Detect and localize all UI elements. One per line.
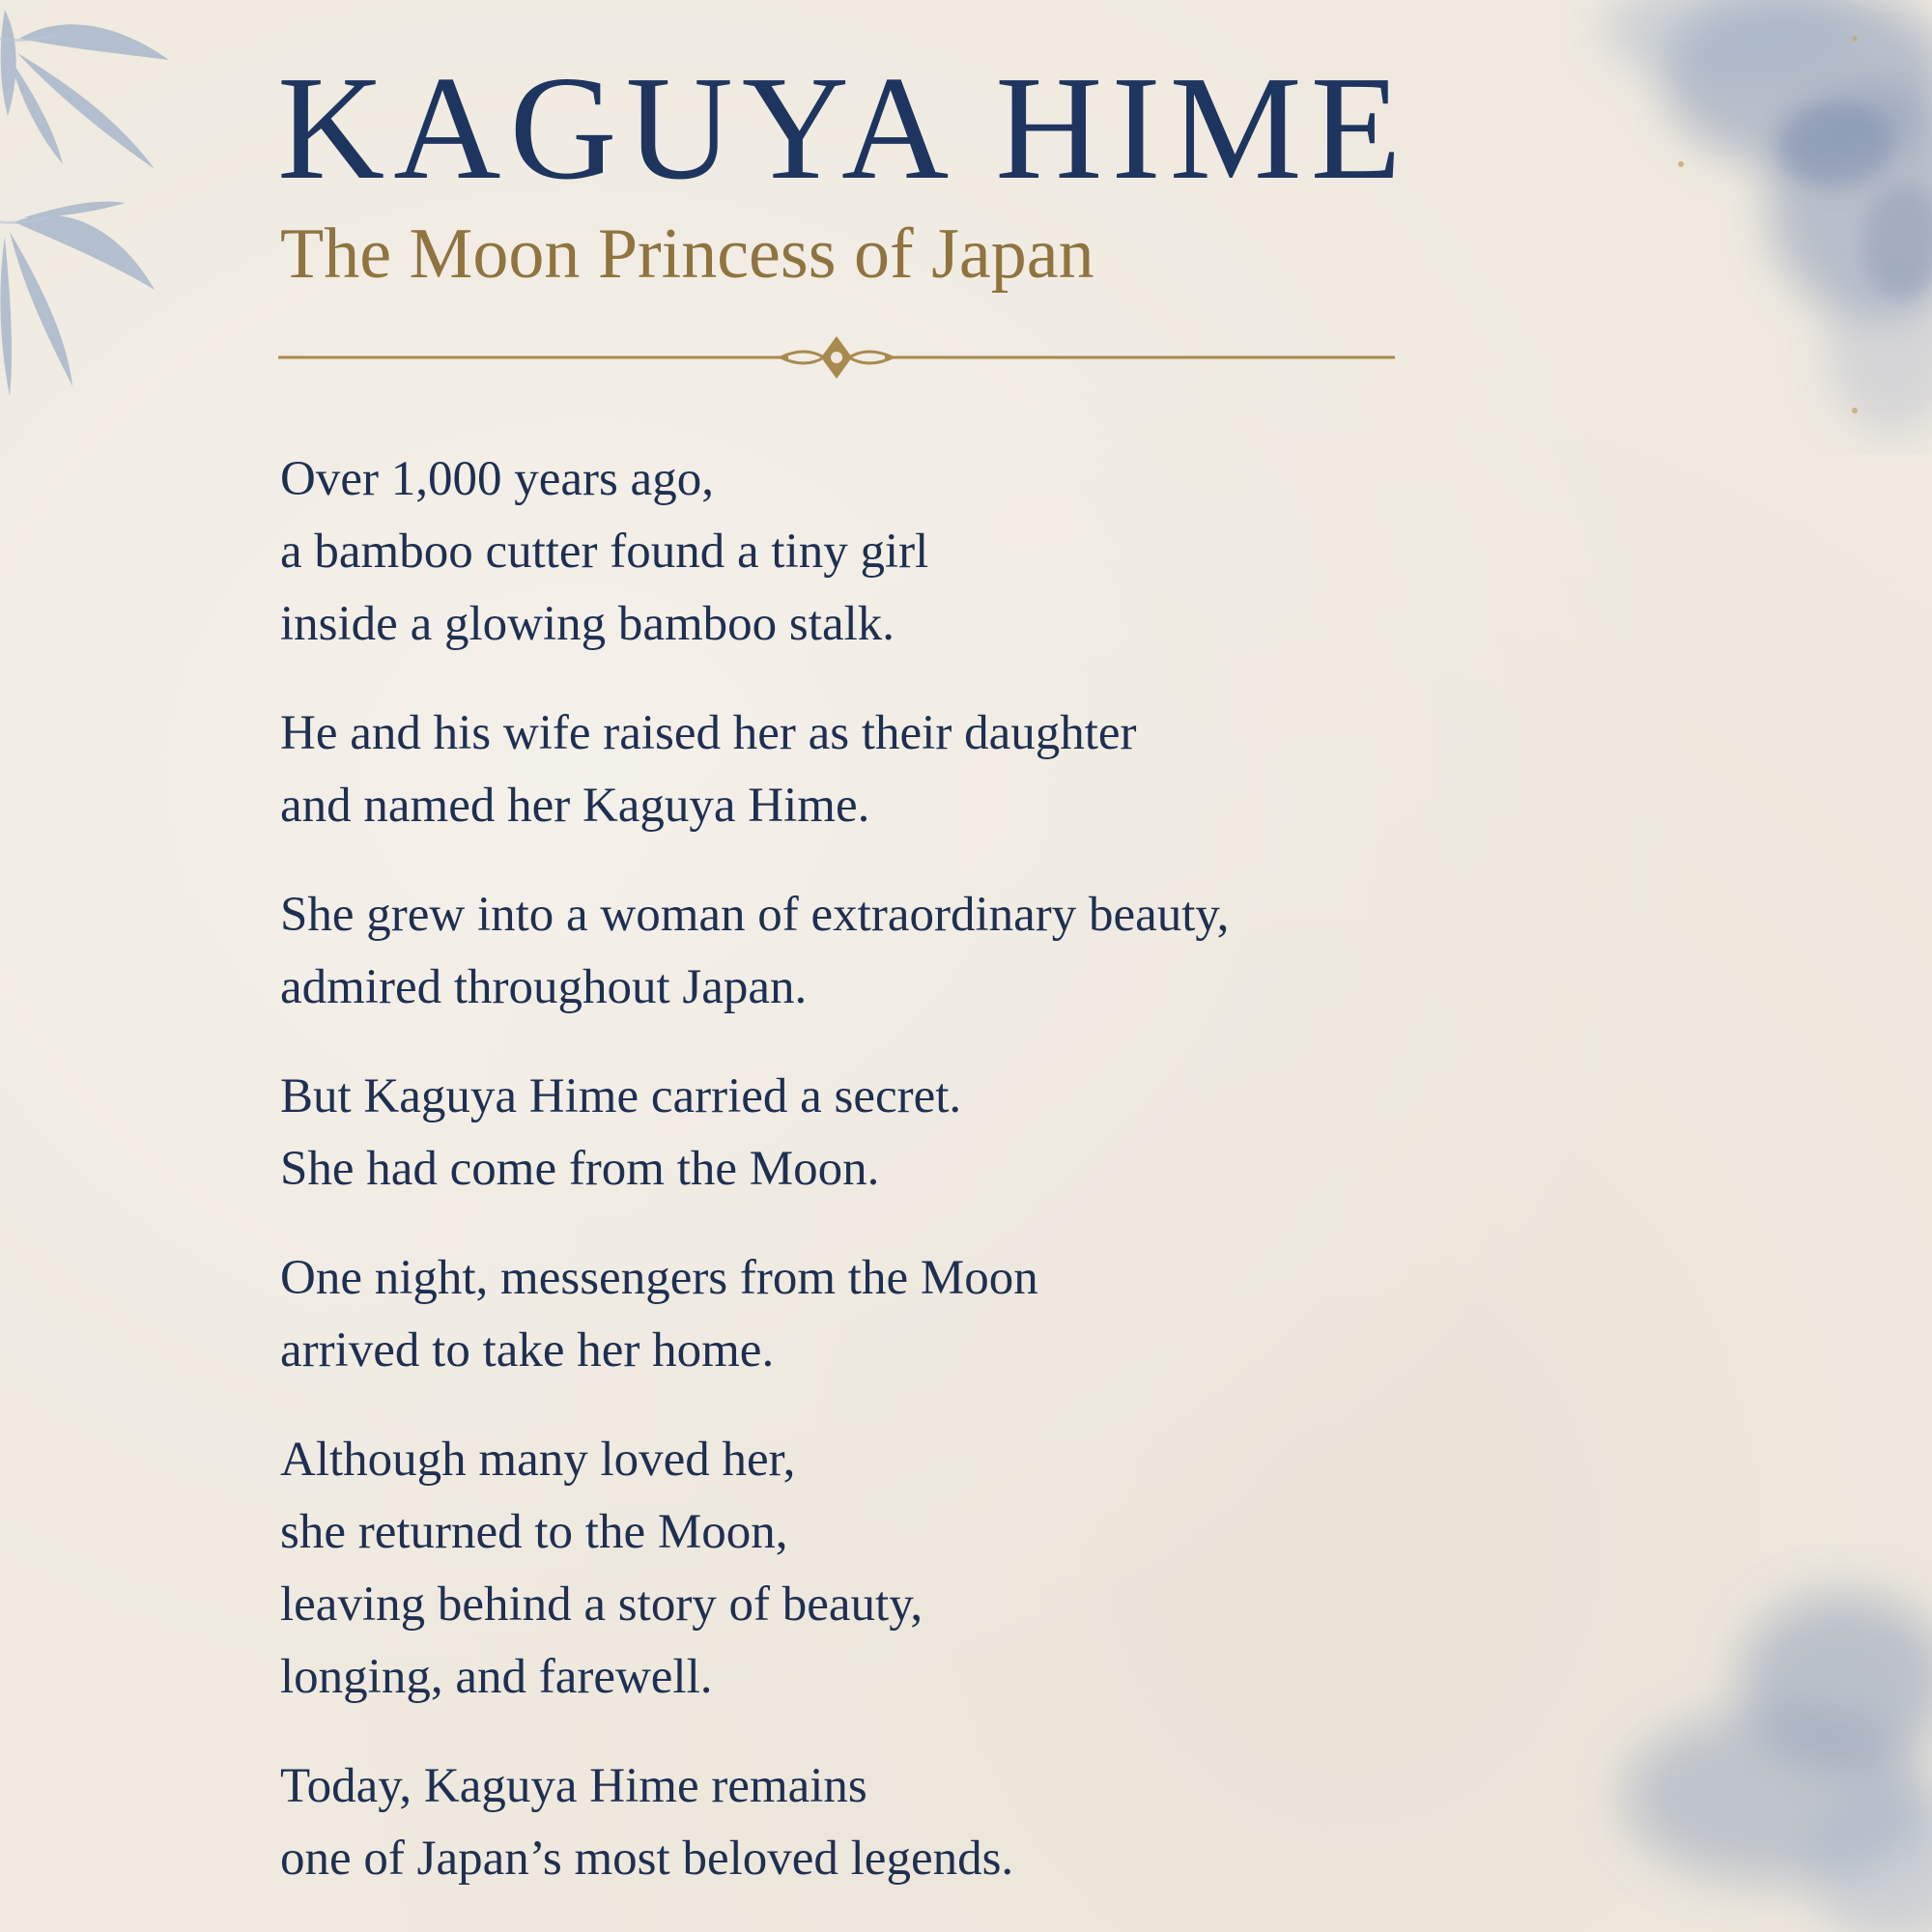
story-line: she returned to the Moon, xyxy=(280,1505,788,1559)
story-line: Over 1,000 years ago, xyxy=(280,452,714,506)
story-line: one of Japan’s most beloved legends. xyxy=(280,1832,1014,1886)
story-line: He and his wife raised her as their daughter xyxy=(280,706,1137,760)
bamboo-leaves-icon xyxy=(0,0,184,406)
story-text xyxy=(280,443,1439,1932)
story-line: Although many loved her, xyxy=(280,1433,796,1487)
story-line: admired throughout Japan. xyxy=(280,960,808,1014)
story-line: longing, and farewell. xyxy=(280,1650,713,1704)
story-line: and named her Kaguya Hime. xyxy=(280,779,870,833)
story-line: leaving behind a story of beauty, xyxy=(280,1577,923,1632)
story-paragraph xyxy=(280,1242,1439,1387)
story-line: arrived to take her home. xyxy=(280,1323,775,1378)
story-paragraph xyxy=(280,443,1439,661)
story-line: She grew into a woman of extraordinary beauty, xyxy=(280,888,1230,942)
story-line: inside a glowing bamboo stalk. xyxy=(280,597,895,651)
story-line: Today, Kaguya Hime remains xyxy=(280,1759,867,1813)
story-line: One night, messengers from the Moon xyxy=(280,1251,1038,1305)
page-subtitle: The Moon Princess of Japan xyxy=(280,214,1094,294)
story-paragraph xyxy=(280,879,1439,1024)
page-title: KAGUYA HIME xyxy=(277,46,1410,211)
story-paragraph xyxy=(280,1750,1439,1895)
story-line: She had come from the Moon. xyxy=(280,1142,880,1196)
story-paragraph xyxy=(280,697,1439,842)
story-line: a bamboo cutter found a tiny girl xyxy=(280,525,929,579)
story-line: But Kaguya Hime carried a secret. xyxy=(280,1069,962,1123)
ornamental-divider-icon xyxy=(278,332,1395,383)
story-paragraph xyxy=(280,1061,1439,1206)
story-paragraph xyxy=(280,1424,1439,1714)
